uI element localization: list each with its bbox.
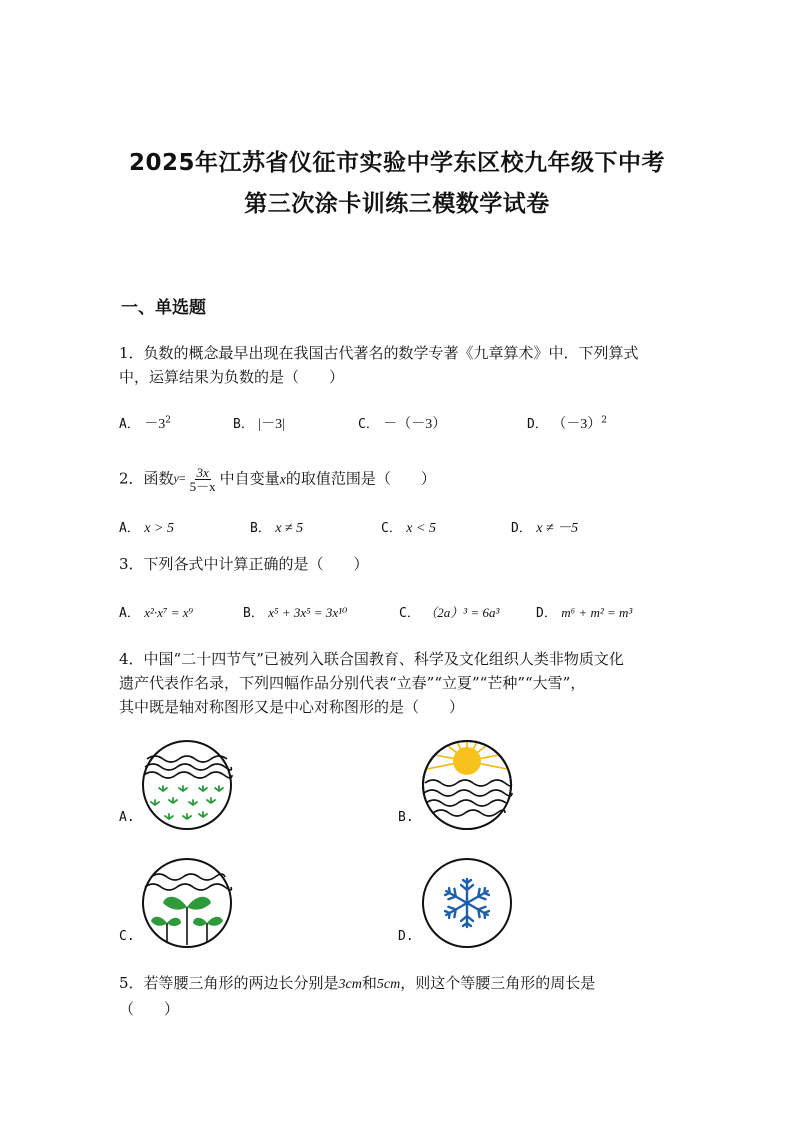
q3-option-c[interactable]: [399, 602, 499, 621]
option-expr: x⁵ + 3x⁵ = 3x¹⁰: [268, 605, 348, 620]
q2-middle: 中自变量: [219, 469, 280, 488]
question-5-line-2: （ ）: [119, 1000, 180, 1018]
q5-prefix: 5．若等腰三角形的两边长分别是: [119, 974, 339, 992]
q1-option-d[interactable]: [527, 413, 607, 433]
q5-suffix: ，则这个等腰三角形的周长是: [400, 974, 596, 992]
section-heading: 一、单选题: [121, 298, 206, 318]
q1-option-a[interactable]: [119, 413, 171, 433]
exam-title-line-2: 第三次涂卡训练三模数学试卷: [244, 191, 550, 217]
option-expr: （－3）: [552, 417, 602, 432]
q5-length-a: 3cm: [338, 977, 362, 992]
q2-variable: x: [279, 472, 286, 488]
question-4-line-2: 遗产代表作名录，下列四幅作品分别代表“立春”“立夏”“芒种”“大雪”，: [119, 674, 586, 692]
daxue-snowflake-icon[interactable]: [421, 857, 513, 949]
question-4-line-3: 其中既是轴对称图形又是中心对称图形的是（ ）: [119, 698, 465, 716]
mangzhong-sprouts-icon[interactable]: [141, 857, 233, 949]
option-label: B．: [233, 417, 254, 432]
option-label: A．: [119, 606, 140, 621]
q2-suffix: 的取值范围是（ ）: [285, 469, 436, 488]
question-4: [119, 647, 624, 719]
option-label: D．: [527, 417, 548, 432]
question-2: [119, 466, 436, 493]
option-expr: |－3|: [258, 417, 285, 432]
q4-option-c-label: C.: [119, 929, 135, 944]
option-label: D．: [511, 521, 532, 536]
option-label: D．: [536, 606, 557, 621]
q2-numerator: 3x: [196, 465, 209, 480]
q4-option-b-label: B.: [398, 810, 414, 825]
question-1-line-1: 1．负数的概念最早出现在我国古代著名的数学专著《九章算术》中．下列算式: [119, 344, 639, 362]
option-expr: －3: [144, 417, 166, 432]
option-expr: x < 5: [406, 521, 436, 536]
question-1: [119, 341, 639, 389]
question-4-line-1: 4．中国“二十四节气”已被列入联合国教育、科学及文化组织人类非物质文化: [119, 650, 624, 668]
q2-fraction: [188, 466, 218, 493]
option-label: A．: [119, 521, 140, 536]
q2-option-a[interactable]: [119, 517, 174, 537]
option-label: B．: [250, 521, 271, 536]
question-1-line-2: 中，运算结果为负数的是（ ）: [119, 368, 345, 386]
q2-eq: =: [178, 471, 186, 485]
q2-prefix: 2．函数: [119, 469, 174, 488]
option-expr: （2a）³ = 6a³: [424, 605, 500, 620]
question-3: 3．下列各式中计算正确的是（ ）: [119, 555, 369, 573]
q3-option-b[interactable]: [243, 602, 347, 621]
q4-option-a-label: A.: [119, 810, 135, 825]
option-expr: m⁶ + m² = m³: [561, 605, 633, 620]
option-exponent: 2: [601, 415, 608, 426]
option-label: A．: [119, 417, 140, 432]
option-label: B．: [243, 606, 264, 621]
option-label: C．: [358, 417, 379, 432]
q3-option-d[interactable]: [536, 602, 632, 621]
lichun-grass-waves-icon[interactable]: [141, 739, 233, 831]
option-expr: x²·x⁷ = x⁹: [144, 605, 194, 620]
option-label: C．: [381, 521, 402, 536]
option-label: C．: [399, 606, 420, 621]
q2-option-c[interactable]: [381, 517, 436, 537]
q1-option-c[interactable]: [358, 413, 446, 433]
q5-and: 和: [361, 974, 377, 992]
option-expr: x ≠ 5: [275, 521, 304, 536]
question-5: [119, 971, 595, 1021]
option-exponent: 2: [165, 415, 172, 426]
option-expr: x > 5: [144, 521, 174, 536]
q4-option-d-label: D.: [398, 929, 414, 944]
q2-y: y: [173, 471, 179, 485]
q2-option-d[interactable]: [511, 517, 578, 537]
q2-denominator: 5－x: [189, 479, 216, 494]
q5-length-b: 5cm: [376, 977, 401, 992]
q3-option-a[interactable]: [119, 602, 193, 621]
q2-option-b[interactable]: [250, 517, 303, 537]
question-5-line-1: [119, 971, 595, 997]
lixia-sun-waves-icon[interactable]: [421, 739, 513, 831]
option-expr: x ≠ －5: [536, 521, 579, 536]
option-expr: －（－3）: [383, 417, 447, 432]
q1-option-b[interactable]: [233, 413, 285, 433]
exam-title-line-1: 2025年江苏省仪征市实验中学东区校九年级下中考: [128, 150, 665, 176]
